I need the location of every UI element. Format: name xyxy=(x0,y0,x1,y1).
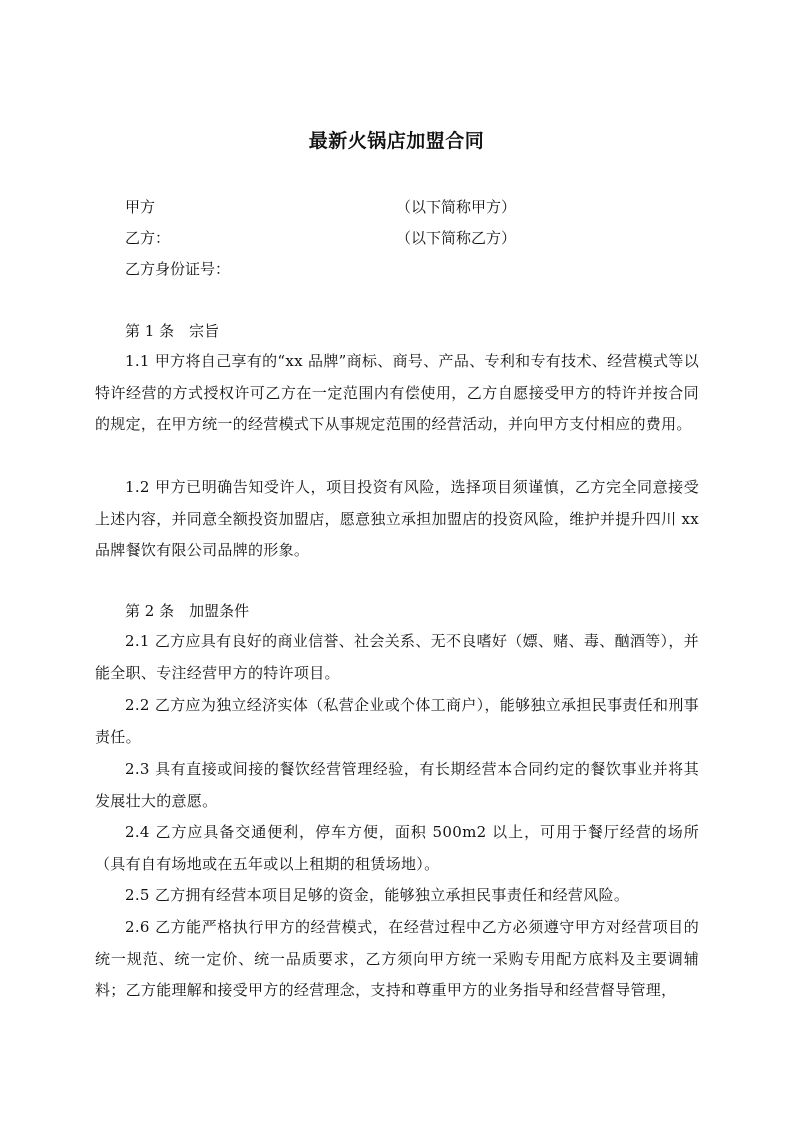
party-b-label: 乙方： xyxy=(125,229,171,247)
party-a-note: （以下简称甲方） xyxy=(396,198,517,216)
article-1-paragraph-2: 1.2 甲方已明确告知受许人，项目投资有风险，选择项目须谨慎，乙方完全同意接受上述内容，并同意全额投资加盟店，愿意独立承担加盟店的投资风险，维护并提升四川 xx 品牌餐饮有限公司品牌的形象。 xyxy=(95,478,699,559)
document-title: 最新火锅店加盟合同 xyxy=(308,130,485,152)
party-b-note: （以下简称乙方） xyxy=(396,229,517,247)
article-2-paragraph-5: 2.5 乙方拥有经营本项目足够的资金，能够独立承担民事责任和经营风险。 xyxy=(125,886,630,904)
party-a-label: 甲方 xyxy=(125,198,156,216)
article-2-heading: 第 2 条 加盟条件 xyxy=(125,602,250,620)
article-1-heading: 第 1 条 宗旨 xyxy=(125,322,220,340)
article-1-paragraph-1: 1.1 甲方将自己享有的“xx 品牌”商标、商号、产品、专利和专有技术、经营模式等以特许经营的方式授权许可乙方在一定范围内有偿使用，乙方自愿接受甲方的特许并按合同的规定，在甲方统一的经营模式下从事规定范围的经营活动，并向甲方支付相应的费用。 xyxy=(95,352,699,433)
party-b-id-label: 乙方身份证号： xyxy=(125,260,231,278)
article-2-paragraph-1: 2.1 乙方应具有良好的商业信誉、社会关系、无不良嗜好（嫖、赌、毒、酗酒等），并能全职、专注经营甲方的特许项目。 xyxy=(95,632,699,682)
article-2-paragraph-3: 2.3 具有直接或间接的餐饮经营管理经验，有长期经营本合同约定的餐饮事业并将其发展壮大的意愿。 xyxy=(95,760,699,810)
article-2-paragraph-4: 2.4 乙方应具备交通便利，停车方便，面积 500m2 以上，可用于餐厅经营的场所（具有自有场地或在五年或以上租期的租赁场地）。 xyxy=(95,823,699,873)
article-2-paragraph-2: 2.2 乙方应为独立经济实体（私营企业或个体工商户），能够独立承担民事责任和刑事责任。 xyxy=(95,696,699,746)
article-2-paragraph-6: 2.6 乙方能严格执行甲方的经营模式，在经营过程中乙方必须遵守甲方对经营项目的统一规范、统一定价、统一品质要求，乙方须向甲方统一采购专用配方底料及主要调辅料；乙方能理解和接受甲方的经营理念，支持和尊重甲方的业务指导和经营督导管理， xyxy=(95,918,699,999)
